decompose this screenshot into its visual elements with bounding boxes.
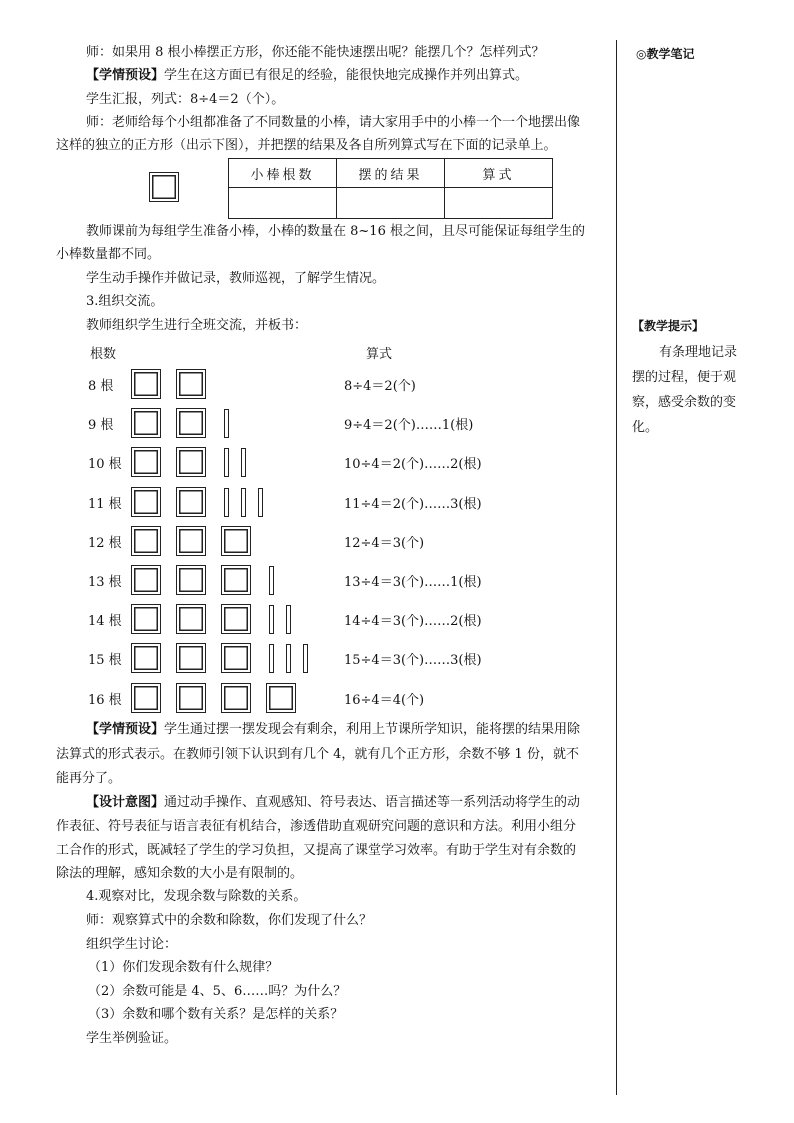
board-row-count: 12 根: [88, 535, 122, 551]
record-cell: [337, 188, 445, 219]
stick-square: [176, 604, 206, 634]
paragraph-teacher-instruction-1: 师：老师给每个小组都准备了不同数量的小棒，请大家用手中的小棒一个一个地摆出像: [86, 115, 581, 130]
section-heading-4: 4.观察对比，发现余数与除数的关系。: [86, 889, 307, 904]
tag-design-intent: 【设计意图】: [86, 795, 165, 810]
stick-square: [131, 565, 161, 595]
board-row-formula: 11÷4＝2(个)……3(根): [344, 496, 482, 512]
paragraph-text: 学生通过摆一摆发现会有剩余，利用上节课所学知识，能将摆的结果用除: [164, 722, 581, 737]
stick-square: [131, 683, 161, 713]
remaining-stick: [258, 488, 263, 517]
board-row-count: 11 根: [88, 496, 122, 512]
remaining-stick: [269, 605, 274, 634]
stick-square: [176, 369, 206, 399]
stick-square: [221, 683, 251, 713]
paragraph-student-operate: 学生动手操作并做记录，教师巡视，了解学生情况。: [86, 271, 386, 286]
stick-square: [176, 643, 206, 673]
paragraph-design-intent: [86, 793, 580, 813]
paragraph-student-preset-2: [86, 720, 580, 740]
paragraph-teacher-observe: 师：观察算式中的余数和除数，你们发现了什么？: [86, 913, 373, 928]
paragraph-text: 学生在这方面已有很足的经验，能很快地完成操作并列出算式。: [164, 68, 529, 83]
paragraph-prep-2: 小棒数量都不同。: [56, 247, 161, 262]
teaching-tip-title: 【教学提示】: [632, 319, 705, 333]
paragraph-board-intro: 教师组织学生进行全班交流，并板书：: [86, 318, 308, 333]
stick-square: [131, 369, 161, 399]
record-sheet-table: [228, 158, 553, 219]
record-cell: [229, 188, 337, 219]
board-row-count: 15 根: [88, 653, 122, 669]
stick-square: [131, 487, 161, 517]
board-header-formula: 算式: [366, 347, 393, 362]
board-header-count: 根数: [90, 347, 117, 362]
board-row-count: 13 根: [88, 575, 122, 590]
stick-square: [176, 447, 206, 477]
discussion-question-1: （1）你们发现余数有什么规律？: [88, 960, 279, 975]
stick-square: [131, 604, 161, 634]
paragraph-student-report: 学生汇报，列式：8÷4＝2（个）。: [86, 92, 285, 107]
board-row-formula: 14÷4＝3(个)……2(根): [344, 614, 482, 630]
tag-student-preset: 【学情预设】: [86, 68, 165, 83]
remaining-stick: [224, 409, 229, 438]
discussion-question-2: （2）余数可能是 4、5、6……吗？为什么？: [88, 984, 347, 999]
remaining-stick: [269, 644, 274, 673]
stick-square: [221, 643, 251, 673]
remaining-stick: [303, 644, 308, 673]
record-cell: [445, 188, 553, 219]
board-row-count: 14 根: [88, 614, 122, 630]
stick-square: [221, 526, 251, 556]
paragraph-prep-1: 教师课前为每组学生准备小棒，小棒的数量在 8~16 根之间，且尽可能保证每组学生的: [86, 224, 585, 239]
board-row-formula: 15÷4＝3(个)……3(根): [344, 653, 482, 669]
paragraph-design-intent-3: 工合作的形式，既减轻了学生的学习负担，又提高了课堂学习效率。有助于学生对有余数的: [56, 843, 577, 858]
paragraph-design-intent-2: 作表征、符号表征与语言表征有机结合，渗透借助直观研究问题的意识和方法。利用小组分: [56, 819, 577, 834]
board-row-count: 16 根: [88, 692, 122, 708]
board-row-formula: 16÷4＝4(个): [344, 692, 425, 708]
record-header-result: 摆的结果: [337, 159, 445, 188]
paragraph-discussion: 组织学生讨论：: [86, 937, 178, 952]
stick-square: [176, 683, 206, 713]
stick-square: [176, 526, 206, 556]
section-heading-3: 3.组织交流。: [86, 294, 164, 309]
remaining-stick: [224, 448, 229, 477]
remaining-stick: [286, 644, 291, 673]
board-row-formula: 12÷4＝3(个): [344, 535, 425, 551]
teaching-notes-title: ◎教学笔记: [636, 47, 695, 61]
paragraph-verify: 学生举例验证。: [86, 1031, 178, 1046]
paragraph-teacher-question: 师：如果用 8 根小棒摆正方形，你还能不能快速摆出呢？能摆几个？怎样列式？: [86, 45, 545, 60]
discussion-question-3: （3）余数和哪个数有关系？是怎样的关系？: [88, 1007, 344, 1022]
paragraph-student-preset: [86, 66, 528, 86]
tag-student-preset-2: 【学情预设】: [86, 722, 165, 737]
paragraph-preset-2-line-2: 法算式的形式表示。在教师引领下认识到有几个 4，就有几个正方形，余数不够 1 份，就不: [56, 747, 579, 762]
remaining-stick: [241, 448, 246, 477]
board-row-count: 8 根: [88, 379, 114, 394]
sample-square-figure: [149, 172, 179, 202]
teaching-tip-text: [632, 340, 740, 440]
remaining-stick: [269, 566, 274, 595]
stick-square: [176, 487, 206, 517]
board-row-formula: 13÷4＝3(个)……1(根): [344, 575, 482, 590]
stick-square: [131, 643, 161, 673]
board-row-count: 10 根: [88, 457, 122, 473]
board-row-formula: 8÷4＝2(个): [344, 379, 416, 394]
stick-square: [131, 526, 161, 556]
column-divider: [616, 40, 617, 1095]
stick-square: [176, 408, 206, 438]
paragraph-preset-2-line-3: 能再分了。: [56, 771, 122, 786]
stick-square: [221, 565, 251, 595]
remaining-stick: [241, 488, 246, 517]
stick-square: [266, 683, 296, 713]
record-header-count: 小棒根数: [229, 159, 337, 188]
stick-square: [221, 604, 251, 634]
paragraph-design-intent-4: 除法的理解，感知余数的大小是有限制的。: [56, 866, 304, 881]
paragraph-text: 通过动手操作、直观感知、符号表达、语言描述等一系列活动将学生的动: [164, 795, 581, 810]
teaching-tip-body: 有条理地记录摆的过程，便于观察，感受余数的变化。: [632, 345, 738, 435]
remaining-stick: [224, 488, 229, 517]
stick-square: [131, 447, 161, 477]
board-row-formula: 10÷4＝2(个)……2(根): [344, 457, 482, 473]
paragraph-teacher-instruction-2: 这样的独立的正方形（出示下图），并把摆的结果及各自所列算式写在下面的记录单上。: [56, 138, 557, 153]
remaining-stick: [286, 605, 291, 634]
record-header-formula: 算式: [445, 159, 553, 188]
stick-square: [131, 408, 161, 438]
stick-square: [176, 565, 206, 595]
board-row-formula: 9÷4＝2(个)……1(根): [344, 418, 474, 434]
board-row-count: 9 根: [88, 418, 114, 434]
